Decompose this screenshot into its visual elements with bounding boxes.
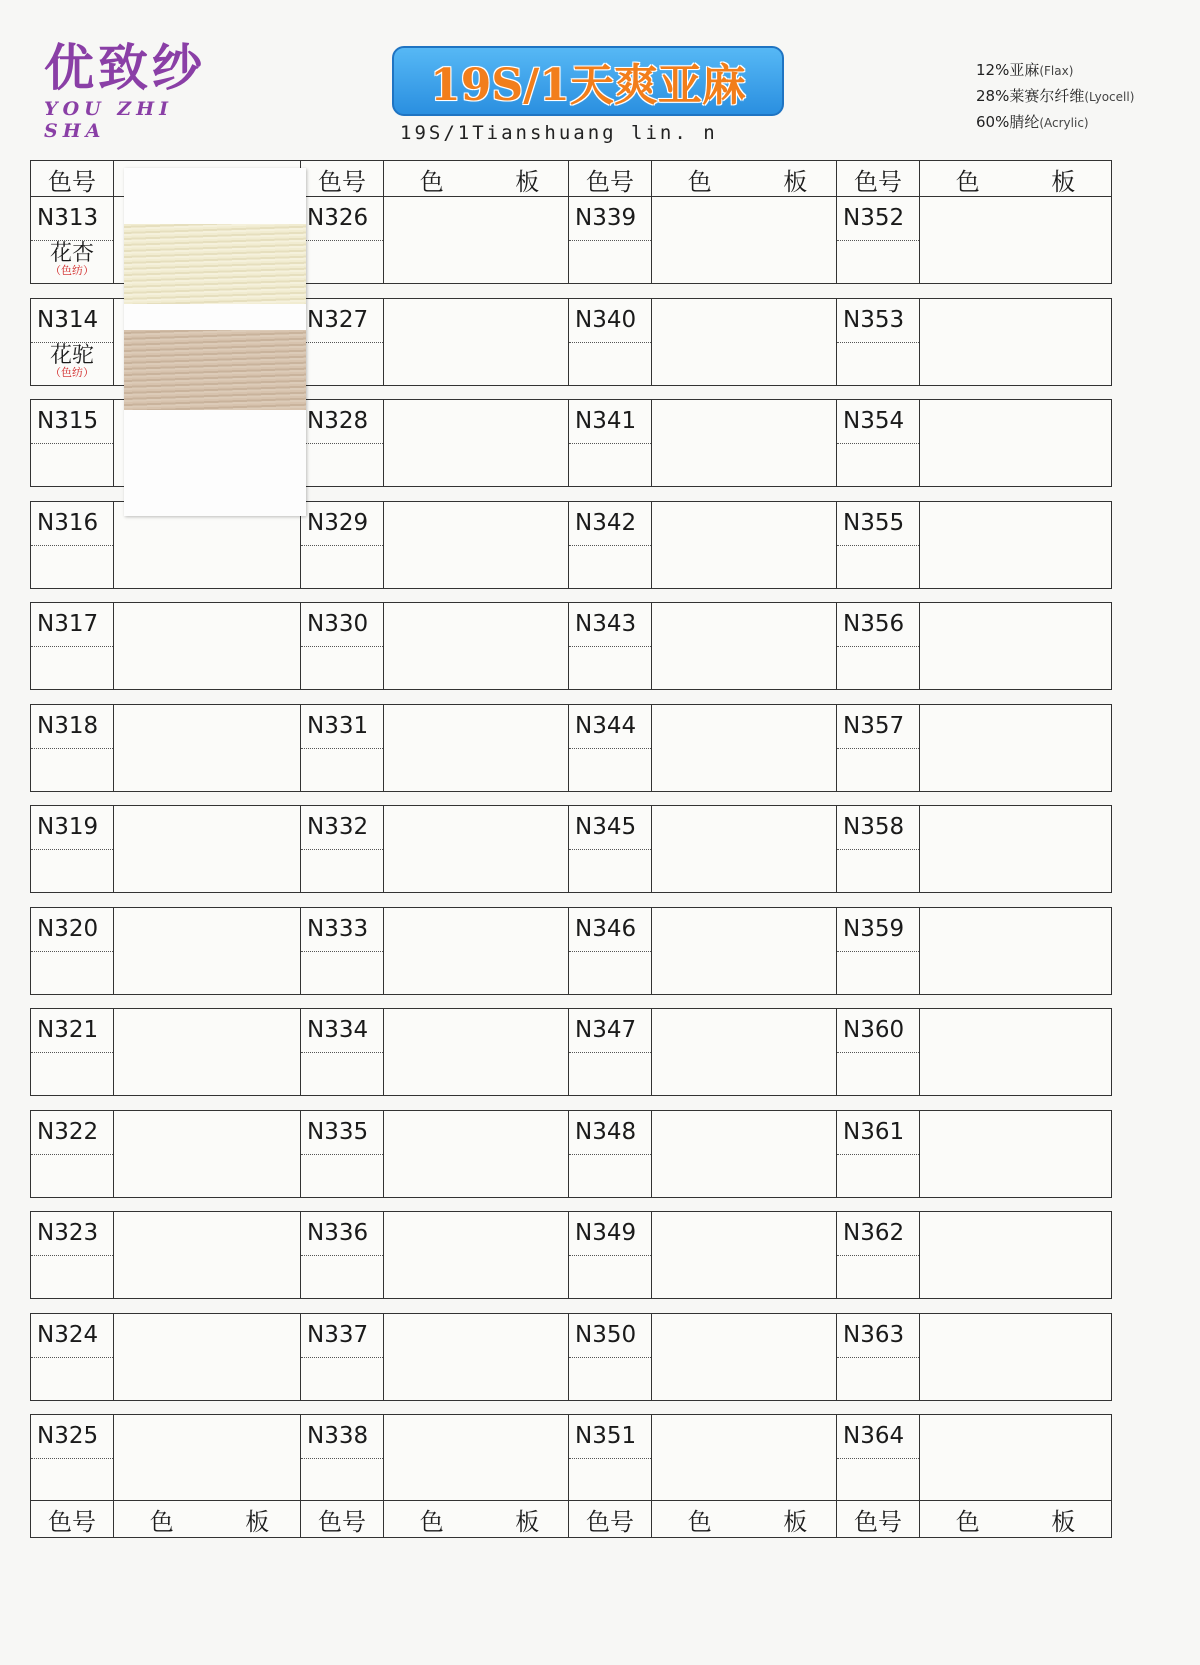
- color-code: N358: [837, 806, 919, 850]
- color-code-box: [301, 1212, 384, 1298]
- color-board: [384, 705, 575, 791]
- color-code-box: [31, 197, 114, 283]
- color-cell: [30, 805, 306, 893]
- header-board-label: [384, 161, 575, 197]
- color-code-box: [569, 1212, 652, 1298]
- footer-board-a: 色: [955, 1507, 980, 1536]
- header-code-label: 色号: [301, 161, 384, 197]
- color-code-box: [31, 400, 114, 486]
- color-board: [384, 1009, 575, 1095]
- color-code-box: [569, 1415, 652, 1501]
- color-code: N344: [569, 705, 651, 749]
- color-board: [920, 1212, 1111, 1298]
- color-cell: [300, 602, 576, 690]
- color-code: N351: [569, 1415, 651, 1459]
- color-cell: [300, 298, 576, 386]
- color-board: [920, 1314, 1111, 1400]
- color-code: N316: [31, 502, 113, 546]
- color-cell: [568, 907, 844, 995]
- color-board: [114, 603, 305, 689]
- color-code: N322: [31, 1111, 113, 1155]
- color-board: [652, 603, 843, 689]
- color-code-box: [31, 806, 114, 892]
- color-name: 花杏: [49, 241, 94, 266]
- color-code: N326: [301, 197, 383, 241]
- color-cell: [30, 907, 306, 995]
- color-cell: [836, 1110, 1112, 1198]
- color-code: N318: [31, 705, 113, 749]
- color-cell: [836, 704, 1112, 792]
- color-board: [384, 1212, 575, 1298]
- footer-board-b: 板: [783, 1507, 808, 1536]
- color-code-box: [301, 603, 384, 689]
- column-header: [568, 160, 844, 198]
- color-code-box: [837, 705, 920, 791]
- color-code-box: [569, 603, 652, 689]
- color-code: N327: [301, 299, 383, 343]
- color-cell: [568, 298, 844, 386]
- header-board-b: 板: [783, 167, 808, 196]
- color-board: [114, 1111, 305, 1197]
- color-code: N360: [837, 1009, 919, 1053]
- color-code: N341: [569, 400, 651, 444]
- color-board: [384, 806, 575, 892]
- color-cell: [300, 1211, 576, 1299]
- color-board: [920, 908, 1111, 994]
- color-code: N356: [837, 603, 919, 647]
- color-code: N325: [31, 1415, 113, 1459]
- header-board-label: [652, 161, 843, 197]
- color-code-box: [31, 502, 114, 588]
- color-board: [920, 299, 1111, 385]
- color-cell: [568, 1110, 844, 1198]
- header-board-label: [920, 161, 1111, 197]
- color-board: [114, 1212, 305, 1298]
- color-code: N319: [31, 806, 113, 850]
- color-cell: [300, 1313, 576, 1401]
- brand-name-en: YOU ZHI SHA: [44, 98, 174, 142]
- color-code: N354: [837, 400, 919, 444]
- color-cell: [568, 1008, 844, 1096]
- color-code-box: [837, 1212, 920, 1298]
- color-cell: [30, 1110, 306, 1198]
- color-code-box: [837, 908, 920, 994]
- color-code-box: [837, 1111, 920, 1197]
- color-code: N348: [569, 1111, 651, 1155]
- footer-board-a: 色: [687, 1507, 712, 1536]
- footer-board-a: 色: [149, 1507, 174, 1536]
- color-code-box: [31, 908, 114, 994]
- header-board-a: 色: [955, 167, 980, 196]
- color-board: [652, 1314, 843, 1400]
- color-board: [652, 299, 843, 385]
- footer-board-b: 板: [1051, 1507, 1076, 1536]
- color-code: N364: [837, 1415, 919, 1459]
- color-code-box: [31, 299, 114, 385]
- color-cell: [30, 1211, 306, 1299]
- color-cell: [836, 196, 1112, 284]
- color-code: N353: [837, 299, 919, 343]
- color-code-box: [301, 1314, 384, 1400]
- yarn-swatch-n314: [124, 330, 306, 410]
- color-board: [920, 1009, 1111, 1095]
- color-cell: [568, 196, 844, 284]
- color-code: N363: [837, 1314, 919, 1358]
- color-cell: [300, 1414, 576, 1502]
- color-cell: [300, 907, 576, 995]
- color-code: N321: [31, 1009, 113, 1053]
- color-board: [384, 1415, 575, 1501]
- color-cell: [300, 501, 576, 589]
- footer-board-label: [384, 1501, 575, 1537]
- color-board: [652, 1415, 843, 1501]
- color-code: N345: [569, 806, 651, 850]
- footer-code-label: 色号: [837, 1501, 920, 1537]
- color-cell: [568, 704, 844, 792]
- column-footer: [300, 1500, 576, 1538]
- color-cell: [836, 298, 1112, 386]
- color-board: [114, 908, 305, 994]
- color-board: [652, 806, 843, 892]
- color-code: N320: [31, 908, 113, 952]
- color-cell: [568, 602, 844, 690]
- header-board-b: 板: [1051, 167, 1076, 196]
- footer-board-label: [114, 1501, 305, 1537]
- color-code: N340: [569, 299, 651, 343]
- color-cell: [30, 1313, 306, 1401]
- color-code-box: [837, 502, 920, 588]
- page-subtitle: 19S/1Tianshuang lin. n: [400, 122, 718, 144]
- color-cell: [568, 805, 844, 893]
- color-code: N328: [301, 400, 383, 444]
- color-board: [652, 1111, 843, 1197]
- color-cell: [30, 602, 306, 690]
- color-board: [920, 197, 1111, 283]
- color-cell: [30, 1414, 306, 1502]
- color-code-box: [31, 705, 114, 791]
- color-cell: [300, 399, 576, 487]
- color-cell: [300, 704, 576, 792]
- color-cell: [300, 805, 576, 893]
- color-cell: [30, 704, 306, 792]
- composition-item: 12%亚麻(Flax): [976, 61, 1074, 79]
- footer-board-label: [652, 1501, 843, 1537]
- color-code-box: [301, 1111, 384, 1197]
- footer-board-b: 板: [515, 1507, 540, 1536]
- color-code: N357: [837, 705, 919, 749]
- color-code-box: [569, 908, 652, 994]
- color-code-box: [837, 806, 920, 892]
- footer-code-label: 色号: [301, 1501, 384, 1537]
- color-cell: [568, 399, 844, 487]
- color-code-box: [301, 806, 384, 892]
- color-code-box: [837, 299, 920, 385]
- color-cell: [300, 196, 576, 284]
- color-code: N317: [31, 603, 113, 647]
- color-code-box: [569, 806, 652, 892]
- color-code-box: [569, 1009, 652, 1095]
- color-board: [920, 705, 1111, 791]
- footer-board-a: 色: [419, 1507, 444, 1536]
- title-block: [392, 46, 784, 144]
- color-code: N342: [569, 502, 651, 546]
- color-code: N329: [301, 502, 383, 546]
- color-code-box: [569, 705, 652, 791]
- header-board-a: 色: [687, 167, 712, 196]
- footer-code-label: 色号: [31, 1501, 114, 1537]
- color-code: N313: [31, 197, 113, 241]
- color-code-box: [301, 1009, 384, 1095]
- color-code: N332: [301, 806, 383, 850]
- color-code: N336: [301, 1212, 383, 1256]
- color-code-box: [301, 299, 384, 385]
- color-code-box: [837, 1009, 920, 1095]
- color-cell: [300, 1110, 576, 1198]
- color-code: N361: [837, 1111, 919, 1155]
- color-board: [114, 1009, 305, 1095]
- yarn-swatch-card: [124, 168, 306, 516]
- column-footer: [568, 1500, 844, 1538]
- color-board: [920, 806, 1111, 892]
- header-board-a: 色: [419, 167, 444, 196]
- composition-item: 28%莱赛尔纤维(Lyocell): [976, 87, 1135, 105]
- color-code: N315: [31, 400, 113, 444]
- color-code: N334: [301, 1009, 383, 1053]
- column-header: [300, 160, 576, 198]
- color-code-box: [837, 197, 920, 283]
- color-board: [384, 502, 575, 588]
- color-code: N323: [31, 1212, 113, 1256]
- color-board: [114, 806, 305, 892]
- color-board: [384, 197, 575, 283]
- color-board: [920, 400, 1111, 486]
- color-board: [114, 1415, 305, 1501]
- color-code-box: [569, 1111, 652, 1197]
- color-code-box: [837, 1415, 920, 1501]
- color-name: 花驼: [49, 342, 94, 368]
- color-code-box: [569, 502, 652, 588]
- color-board: [652, 1212, 843, 1298]
- color-code-box: [837, 1314, 920, 1400]
- footer-board-b: 板: [245, 1507, 270, 1536]
- color-code-box: [301, 502, 384, 588]
- color-board: [114, 1314, 305, 1400]
- brand-logo: [44, 40, 234, 142]
- color-code-box: [301, 400, 384, 486]
- color-note: （色纺）: [50, 365, 94, 379]
- color-board: [920, 1415, 1111, 1501]
- color-note: （色纺）: [50, 264, 94, 277]
- color-cell: [836, 602, 1112, 690]
- color-code: N324: [31, 1314, 113, 1358]
- color-code-box: [837, 603, 920, 689]
- color-board: [920, 502, 1111, 588]
- color-board: [384, 1111, 575, 1197]
- color-code-box: [31, 1314, 114, 1400]
- color-cell: [836, 1008, 1112, 1096]
- color-code: N362: [837, 1212, 919, 1256]
- color-code: N331: [301, 705, 383, 749]
- color-cell: [836, 805, 1112, 893]
- color-board: [652, 197, 843, 283]
- color-code: N352: [837, 197, 919, 241]
- color-board: [114, 705, 305, 791]
- color-code: N335: [301, 1111, 383, 1155]
- color-code-box: [31, 1212, 114, 1298]
- color-code: N349: [569, 1212, 651, 1256]
- header-code-label: 色号: [31, 161, 114, 197]
- color-cell: [836, 501, 1112, 589]
- color-cell: [836, 1211, 1112, 1299]
- color-code-box: [569, 299, 652, 385]
- column-footer: [30, 1500, 306, 1538]
- color-code: N337: [301, 1314, 383, 1358]
- composition-item: 60%腈纶(Acrylic): [976, 113, 1089, 131]
- color-code: N359: [837, 908, 919, 952]
- color-cell: [836, 1313, 1112, 1401]
- brand-name-cn: 优致纱: [44, 39, 206, 97]
- color-code-box: [301, 705, 384, 791]
- color-code-box: [569, 400, 652, 486]
- color-cell: [836, 907, 1112, 995]
- color-code-box: [31, 1009, 114, 1095]
- color-board: [920, 603, 1111, 689]
- color-code: N350: [569, 1314, 651, 1358]
- color-cell: [30, 1008, 306, 1096]
- color-code-box: [837, 400, 920, 486]
- color-board: [652, 908, 843, 994]
- header-board-b: 板: [515, 167, 540, 196]
- color-board: [384, 400, 575, 486]
- color-board: [652, 1009, 843, 1095]
- color-code-box: [31, 1111, 114, 1197]
- color-board: [652, 705, 843, 791]
- header-code-label: 色号: [837, 161, 920, 197]
- page-title: 19S/1天爽亚麻: [392, 46, 784, 116]
- color-code-box: [301, 908, 384, 994]
- color-code-box: [31, 603, 114, 689]
- color-board: [384, 908, 575, 994]
- header-code-label: 色号: [569, 161, 652, 197]
- color-code: N347: [569, 1009, 651, 1053]
- color-code-box: [301, 1415, 384, 1501]
- color-board: [384, 603, 575, 689]
- color-board: [384, 299, 575, 385]
- header: [0, 0, 1200, 150]
- color-code-box: [569, 197, 652, 283]
- color-board: [652, 502, 843, 588]
- color-cell: [568, 501, 844, 589]
- color-cell: [836, 399, 1112, 487]
- color-code: N314: [31, 299, 113, 343]
- color-code: N355: [837, 502, 919, 546]
- color-board: [920, 1111, 1111, 1197]
- footer-board-label: [920, 1501, 1111, 1537]
- column-header: [836, 160, 1112, 198]
- color-board: [384, 1314, 575, 1400]
- color-code: N343: [569, 603, 651, 647]
- color-cell: [568, 1313, 844, 1401]
- color-code: N333: [301, 908, 383, 952]
- color-cell: [836, 1414, 1112, 1502]
- composition-list: [976, 58, 1134, 136]
- color-cell: [300, 1008, 576, 1096]
- color-code: N339: [569, 197, 651, 241]
- color-code: N330: [301, 603, 383, 647]
- color-cell: [568, 1414, 844, 1502]
- color-code: N338: [301, 1415, 383, 1459]
- yarn-swatch-n313: [124, 224, 306, 304]
- column-footer: [836, 1500, 1112, 1538]
- color-board: [652, 400, 843, 486]
- color-code-box: [569, 1314, 652, 1400]
- color-code-box: [301, 197, 384, 283]
- color-code: N346: [569, 908, 651, 952]
- color-code-box: [31, 1415, 114, 1501]
- footer-code-label: 色号: [569, 1501, 652, 1537]
- color-cell: [568, 1211, 844, 1299]
